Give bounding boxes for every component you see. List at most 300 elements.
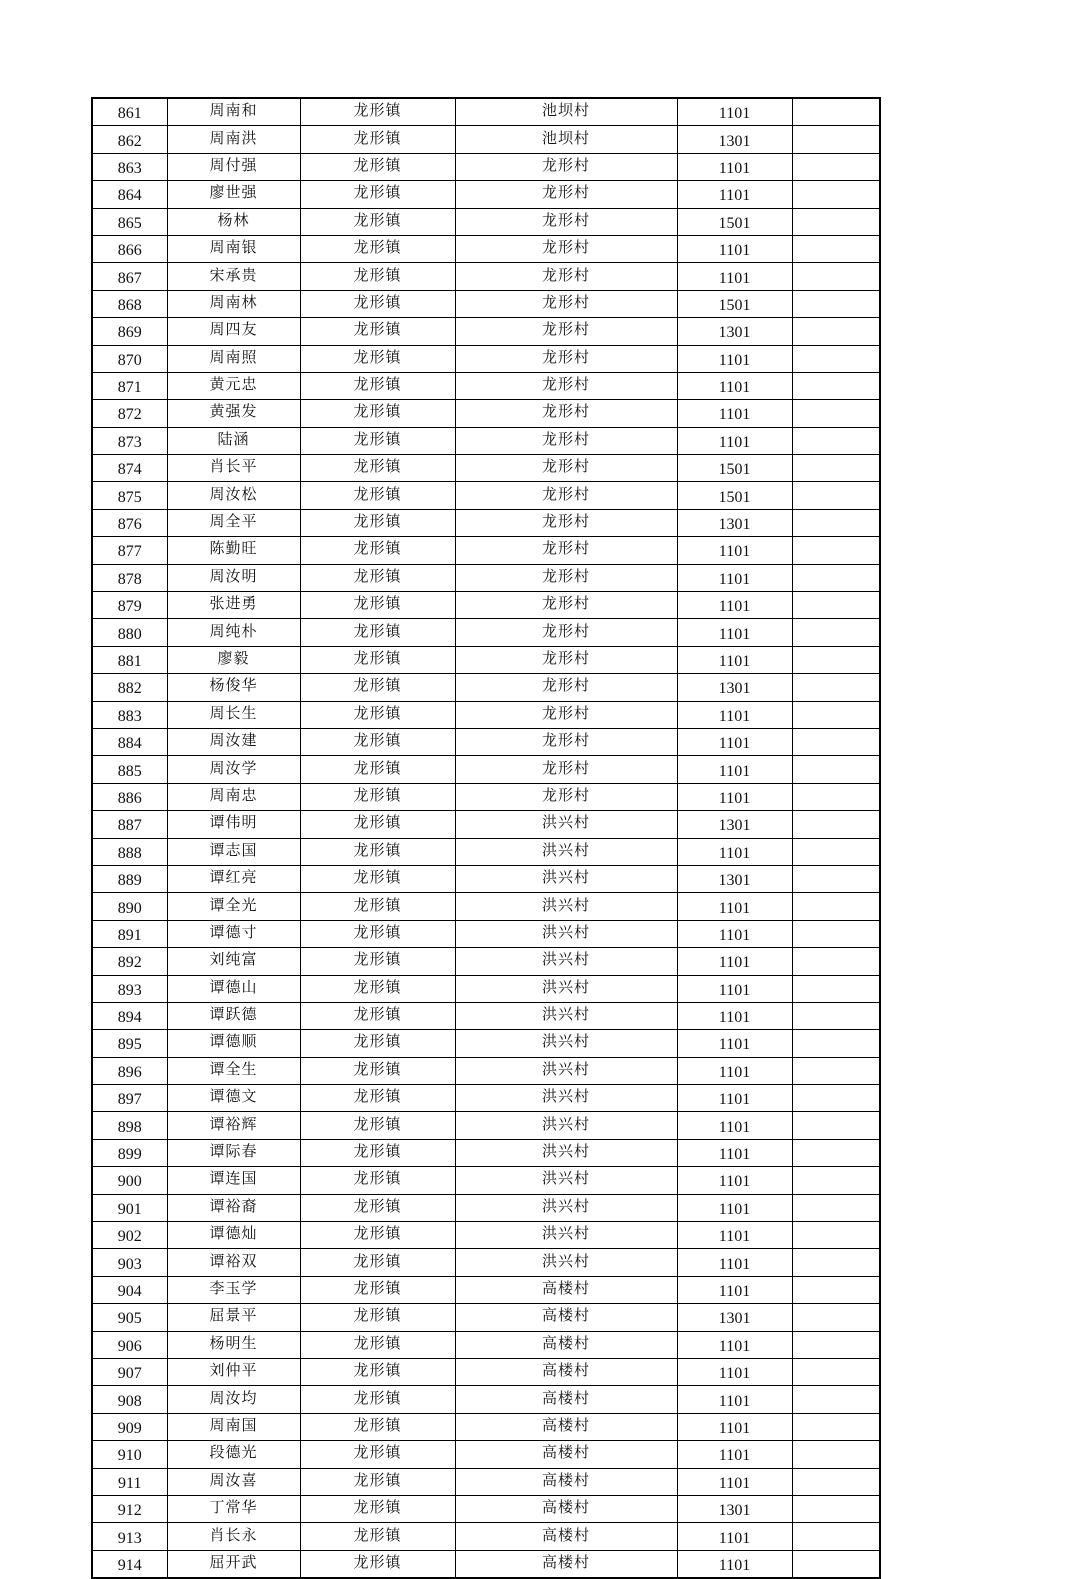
- cell-village: 龙形村: [455, 372, 677, 399]
- cell-name: 谭志国: [167, 838, 300, 865]
- table-row: [92, 865, 880, 892]
- table-row: [92, 1304, 880, 1331]
- cell-village: 龙形村: [455, 427, 677, 454]
- cell-note: [792, 1331, 880, 1358]
- table-row: [92, 920, 880, 947]
- cell-name: 谭裕辉: [167, 1112, 300, 1139]
- cell-number: 895: [92, 1030, 167, 1057]
- cell-note: [792, 893, 880, 920]
- cell-number: 868: [92, 290, 167, 317]
- cell-town: 龙形镇: [300, 564, 455, 591]
- cell-village: 龙形村: [455, 482, 677, 509]
- cell-village: 龙形村: [455, 701, 677, 728]
- cell-number: 865: [92, 208, 167, 235]
- cell-note: [792, 920, 880, 947]
- table-row: [92, 1112, 880, 1139]
- cell-number: 881: [92, 646, 167, 673]
- cell-amount: 1101: [677, 1331, 792, 1358]
- table-row: [92, 893, 880, 920]
- roster-table-body: [92, 98, 880, 1578]
- cell-town: 龙形镇: [300, 975, 455, 1002]
- cell-village: 洪兴村: [455, 893, 677, 920]
- cell-town: 龙形镇: [300, 482, 455, 509]
- cell-note: [792, 153, 880, 180]
- cell-town: 龙形镇: [300, 1030, 455, 1057]
- cell-village: 高楼村: [455, 1523, 677, 1550]
- cell-name: 周长生: [167, 701, 300, 728]
- cell-village: 龙形村: [455, 728, 677, 755]
- cell-amount: 1101: [677, 345, 792, 372]
- cell-name: 周全平: [167, 509, 300, 536]
- cell-amount: 1101: [677, 1112, 792, 1139]
- cell-number: 886: [92, 783, 167, 810]
- cell-note: [792, 263, 880, 290]
- table-row: [92, 427, 880, 454]
- cell-number: 904: [92, 1276, 167, 1303]
- cell-village: 洪兴村: [455, 920, 677, 947]
- cell-note: [792, 1222, 880, 1249]
- cell-town: 龙形镇: [300, 701, 455, 728]
- cell-number: 874: [92, 455, 167, 482]
- cell-amount: 1101: [677, 1249, 792, 1276]
- cell-town: 龙形镇: [300, 1276, 455, 1303]
- cell-town: 龙形镇: [300, 811, 455, 838]
- cell-number: 902: [92, 1222, 167, 1249]
- cell-note: [792, 646, 880, 673]
- cell-name: 周南洪: [167, 126, 300, 153]
- cell-note: [792, 1550, 880, 1578]
- cell-amount: 1101: [677, 1550, 792, 1578]
- cell-village: 池坝村: [455, 126, 677, 153]
- cell-name: 张进勇: [167, 592, 300, 619]
- cell-name: 谭全生: [167, 1057, 300, 1084]
- cell-note: [792, 1167, 880, 1194]
- table-row: [92, 783, 880, 810]
- table-row: [92, 701, 880, 728]
- cell-name: 廖世强: [167, 181, 300, 208]
- cell-town: 龙形镇: [300, 509, 455, 536]
- cell-amount: 1101: [677, 564, 792, 591]
- cell-amount: 1101: [677, 263, 792, 290]
- cell-name: 谭裕双: [167, 1249, 300, 1276]
- cell-note: [792, 1276, 880, 1303]
- table-row: [92, 345, 880, 372]
- cell-name: 周南银: [167, 235, 300, 262]
- cell-amount: 1301: [677, 509, 792, 536]
- cell-note: [792, 1468, 880, 1495]
- cell-town: 龙形镇: [300, 838, 455, 865]
- cell-number: 884: [92, 728, 167, 755]
- cell-name: 谭德顺: [167, 1030, 300, 1057]
- cell-town: 龙形镇: [300, 1112, 455, 1139]
- table-row: [92, 1222, 880, 1249]
- cell-note: [792, 1358, 880, 1385]
- cell-amount: 1101: [677, 1167, 792, 1194]
- table-row: [92, 619, 880, 646]
- cell-amount: 1301: [677, 1304, 792, 1331]
- cell-number: 867: [92, 263, 167, 290]
- cell-note: [792, 1112, 880, 1139]
- cell-number: 903: [92, 1249, 167, 1276]
- cell-name: 谭全光: [167, 893, 300, 920]
- cell-note: [792, 1139, 880, 1166]
- cell-name: 谭连国: [167, 1167, 300, 1194]
- table-row: [92, 318, 880, 345]
- cell-name: 周南国: [167, 1413, 300, 1440]
- cell-town: 龙形镇: [300, 1523, 455, 1550]
- roster-table: [91, 97, 881, 1579]
- table-row: [92, 1331, 880, 1358]
- cell-note: [792, 345, 880, 372]
- cell-number: 866: [92, 235, 167, 262]
- cell-village: 洪兴村: [455, 948, 677, 975]
- cell-village: 高楼村: [455, 1331, 677, 1358]
- cell-number: 885: [92, 756, 167, 783]
- cell-town: 龙形镇: [300, 1085, 455, 1112]
- cell-note: [792, 564, 880, 591]
- cell-note: [792, 674, 880, 701]
- table-row: [92, 948, 880, 975]
- cell-town: 龙形镇: [300, 646, 455, 673]
- cell-number: 900: [92, 1167, 167, 1194]
- cell-number: 879: [92, 592, 167, 619]
- cell-town: 龙形镇: [300, 1441, 455, 1468]
- cell-note: [792, 1386, 880, 1413]
- cell-village: 高楼村: [455, 1304, 677, 1331]
- table-row: [92, 564, 880, 591]
- table-row: [92, 153, 880, 180]
- cell-name: 刘仲平: [167, 1358, 300, 1385]
- cell-note: [792, 1057, 880, 1084]
- cell-note: [792, 455, 880, 482]
- table-row: [92, 1002, 880, 1029]
- cell-village: 龙形村: [455, 290, 677, 317]
- cell-town: 龙形镇: [300, 1413, 455, 1440]
- table-row: [92, 646, 880, 673]
- table-row: [92, 181, 880, 208]
- cell-number: 876: [92, 509, 167, 536]
- cell-name: 周付强: [167, 153, 300, 180]
- cell-name: 杨林: [167, 208, 300, 235]
- cell-number: 896: [92, 1057, 167, 1084]
- cell-number: 893: [92, 975, 167, 1002]
- table-row: [92, 1550, 880, 1578]
- cell-amount: 1101: [677, 181, 792, 208]
- cell-note: [792, 1441, 880, 1468]
- cell-town: 龙形镇: [300, 1495, 455, 1522]
- cell-note: [792, 592, 880, 619]
- cell-amount: 1101: [677, 756, 792, 783]
- cell-number: 887: [92, 811, 167, 838]
- cell-name: 谭德灿: [167, 1222, 300, 1249]
- cell-village: 池坝村: [455, 98, 677, 126]
- cell-name: 黄强发: [167, 400, 300, 427]
- cell-town: 龙形镇: [300, 674, 455, 701]
- cell-note: [792, 427, 880, 454]
- cell-note: [792, 1085, 880, 1112]
- cell-town: 龙形镇: [300, 1331, 455, 1358]
- cell-name: 李玉学: [167, 1276, 300, 1303]
- cell-number: 871: [92, 372, 167, 399]
- cell-amount: 1101: [677, 783, 792, 810]
- cell-town: 龙形镇: [300, 1249, 455, 1276]
- cell-village: 洪兴村: [455, 865, 677, 892]
- table-row: [92, 1139, 880, 1166]
- cell-number: 897: [92, 1085, 167, 1112]
- cell-town: 龙形镇: [300, 208, 455, 235]
- table-row: [92, 1441, 880, 1468]
- cell-town: 龙形镇: [300, 1167, 455, 1194]
- table-row: [92, 1386, 880, 1413]
- cell-note: [792, 235, 880, 262]
- cell-town: 龙形镇: [300, 537, 455, 564]
- cell-number: 888: [92, 838, 167, 865]
- cell-amount: 1301: [677, 1495, 792, 1522]
- cell-number: 864: [92, 181, 167, 208]
- cell-amount: 1101: [677, 1523, 792, 1550]
- cell-name: 谭德文: [167, 1085, 300, 1112]
- cell-village: 洪兴村: [455, 1085, 677, 1112]
- table-row: [92, 728, 880, 755]
- cell-village: 高楼村: [455, 1468, 677, 1495]
- cell-name: 周南林: [167, 290, 300, 317]
- cell-village: 高楼村: [455, 1386, 677, 1413]
- cell-note: [792, 811, 880, 838]
- cell-amount: 1301: [677, 126, 792, 153]
- cell-number: 877: [92, 537, 167, 564]
- cell-number: 901: [92, 1194, 167, 1221]
- cell-name: 周四友: [167, 318, 300, 345]
- cell-village: 洪兴村: [455, 1112, 677, 1139]
- cell-name: 周汝明: [167, 564, 300, 591]
- cell-number: 905: [92, 1304, 167, 1331]
- cell-number: 883: [92, 701, 167, 728]
- cell-name: 黄元忠: [167, 372, 300, 399]
- cell-amount: 1101: [677, 427, 792, 454]
- cell-number: 863: [92, 153, 167, 180]
- cell-town: 龙形镇: [300, 263, 455, 290]
- cell-number: 862: [92, 126, 167, 153]
- cell-village: 龙形村: [455, 509, 677, 536]
- table-row: [92, 1030, 880, 1057]
- cell-amount: 1101: [677, 975, 792, 1002]
- table-row: [92, 1468, 880, 1495]
- cell-village: 高楼村: [455, 1441, 677, 1468]
- cell-amount: 1501: [677, 208, 792, 235]
- table-row: [92, 372, 880, 399]
- cell-village: 龙形村: [455, 783, 677, 810]
- cell-note: [792, 290, 880, 317]
- cell-note: [792, 318, 880, 345]
- cell-name: 周南和: [167, 98, 300, 126]
- cell-amount: 1101: [677, 920, 792, 947]
- cell-amount: 1101: [677, 537, 792, 564]
- cell-number: 892: [92, 948, 167, 975]
- cell-village: 龙形村: [455, 400, 677, 427]
- table-row: [92, 400, 880, 427]
- cell-amount: 1101: [677, 893, 792, 920]
- table-row: [92, 1413, 880, 1440]
- cell-note: [792, 1030, 880, 1057]
- cell-note: [792, 1523, 880, 1550]
- table-row: [92, 482, 880, 509]
- cell-amount: 1101: [677, 372, 792, 399]
- cell-note: [792, 509, 880, 536]
- cell-name: 廖毅: [167, 646, 300, 673]
- cell-village: 高楼村: [455, 1550, 677, 1578]
- cell-amount: 1101: [677, 1386, 792, 1413]
- cell-number: 889: [92, 865, 167, 892]
- cell-town: 龙形镇: [300, 372, 455, 399]
- cell-number: 907: [92, 1358, 167, 1385]
- cell-name: 谭跃德: [167, 1002, 300, 1029]
- cell-village: 洪兴村: [455, 1057, 677, 1084]
- cell-amount: 1101: [677, 728, 792, 755]
- cell-name: 周汝学: [167, 756, 300, 783]
- cell-village: 洪兴村: [455, 1194, 677, 1221]
- table-row: [92, 592, 880, 619]
- cell-town: 龙形镇: [300, 126, 455, 153]
- cell-amount: 1301: [677, 811, 792, 838]
- cell-amount: 1101: [677, 1194, 792, 1221]
- cell-town: 龙形镇: [300, 1002, 455, 1029]
- table-row: [92, 1523, 880, 1550]
- cell-note: [792, 1413, 880, 1440]
- cell-village: 洪兴村: [455, 1139, 677, 1166]
- cell-name: 周南照: [167, 345, 300, 372]
- cell-town: 龙形镇: [300, 1468, 455, 1495]
- cell-town: 龙形镇: [300, 893, 455, 920]
- cell-village: 龙形村: [455, 455, 677, 482]
- cell-number: 890: [92, 893, 167, 920]
- cell-village: 洪兴村: [455, 1167, 677, 1194]
- table-row: [92, 1057, 880, 1084]
- cell-number: 899: [92, 1139, 167, 1166]
- cell-town: 龙形镇: [300, 427, 455, 454]
- table-row: [92, 1358, 880, 1385]
- cell-village: 洪兴村: [455, 838, 677, 865]
- cell-village: 龙形村: [455, 619, 677, 646]
- cell-name: 谭际春: [167, 1139, 300, 1166]
- cell-number: 914: [92, 1550, 167, 1578]
- cell-town: 龙形镇: [300, 153, 455, 180]
- cell-town: 龙形镇: [300, 400, 455, 427]
- cell-amount: 1301: [677, 865, 792, 892]
- table-row: [92, 1249, 880, 1276]
- cell-note: [792, 126, 880, 153]
- table-row: [92, 208, 880, 235]
- cell-note: [792, 756, 880, 783]
- cell-name: 谭红亮: [167, 865, 300, 892]
- cell-village: 龙形村: [455, 208, 677, 235]
- cell-note: [792, 728, 880, 755]
- cell-number: 906: [92, 1331, 167, 1358]
- table-row: [92, 126, 880, 153]
- cell-amount: 1101: [677, 235, 792, 262]
- cell-number: 869: [92, 318, 167, 345]
- cell-town: 龙形镇: [300, 1222, 455, 1249]
- cell-note: [792, 838, 880, 865]
- cell-amount: 1101: [677, 400, 792, 427]
- cell-name: 杨明生: [167, 1331, 300, 1358]
- cell-note: [792, 619, 880, 646]
- cell-note: [792, 400, 880, 427]
- cell-village: 高楼村: [455, 1413, 677, 1440]
- cell-name: 谭德山: [167, 975, 300, 1002]
- cell-amount: 1501: [677, 482, 792, 509]
- cell-number: 911: [92, 1468, 167, 1495]
- cell-note: [792, 208, 880, 235]
- cell-note: [792, 701, 880, 728]
- cell-town: 龙形镇: [300, 290, 455, 317]
- table-row: [92, 290, 880, 317]
- cell-town: 龙形镇: [300, 619, 455, 646]
- cell-name: 丁常华: [167, 1495, 300, 1522]
- cell-amount: 1101: [677, 1222, 792, 1249]
- cell-amount: 1501: [677, 290, 792, 317]
- cell-name: 周南忠: [167, 783, 300, 810]
- cell-number: 882: [92, 674, 167, 701]
- cell-village: 龙形村: [455, 592, 677, 619]
- cell-note: [792, 783, 880, 810]
- cell-village: 高楼村: [455, 1276, 677, 1303]
- cell-town: 龙形镇: [300, 592, 455, 619]
- cell-number: 908: [92, 1386, 167, 1413]
- cell-village: 龙形村: [455, 181, 677, 208]
- cell-amount: 1101: [677, 1002, 792, 1029]
- cell-amount: 1101: [677, 1085, 792, 1112]
- cell-name: 宋承贵: [167, 263, 300, 290]
- table-row: [92, 674, 880, 701]
- cell-number: 880: [92, 619, 167, 646]
- cell-village: 洪兴村: [455, 811, 677, 838]
- cell-name: 屈开武: [167, 1550, 300, 1578]
- cell-number: 913: [92, 1523, 167, 1550]
- cell-amount: 1101: [677, 1030, 792, 1057]
- cell-amount: 1501: [677, 455, 792, 482]
- cell-name: 周汝建: [167, 728, 300, 755]
- cell-town: 龙形镇: [300, 783, 455, 810]
- cell-number: 912: [92, 1495, 167, 1522]
- cell-name: 肖长平: [167, 455, 300, 482]
- cell-village: 洪兴村: [455, 1222, 677, 1249]
- cell-note: [792, 1249, 880, 1276]
- cell-village: 高楼村: [455, 1358, 677, 1385]
- cell-note: [792, 1002, 880, 1029]
- cell-name: 陈勤旺: [167, 537, 300, 564]
- cell-number: 910: [92, 1441, 167, 1468]
- cell-number: 873: [92, 427, 167, 454]
- cell-town: 龙形镇: [300, 455, 455, 482]
- cell-number: 878: [92, 564, 167, 591]
- cell-amount: 1301: [677, 318, 792, 345]
- cell-name: 屈景平: [167, 1304, 300, 1331]
- cell-town: 龙形镇: [300, 756, 455, 783]
- cell-amount: 1101: [677, 1057, 792, 1084]
- table-row: [92, 1167, 880, 1194]
- table-row: [92, 756, 880, 783]
- cell-note: [792, 948, 880, 975]
- cell-town: 龙形镇: [300, 1358, 455, 1385]
- table-row: [92, 455, 880, 482]
- cell-town: 龙形镇: [300, 948, 455, 975]
- cell-name: 周汝喜: [167, 1468, 300, 1495]
- cell-amount: 1101: [677, 619, 792, 646]
- cell-number: 861: [92, 98, 167, 126]
- cell-amount: 1101: [677, 646, 792, 673]
- cell-amount: 1101: [677, 948, 792, 975]
- cell-town: 龙形镇: [300, 345, 455, 372]
